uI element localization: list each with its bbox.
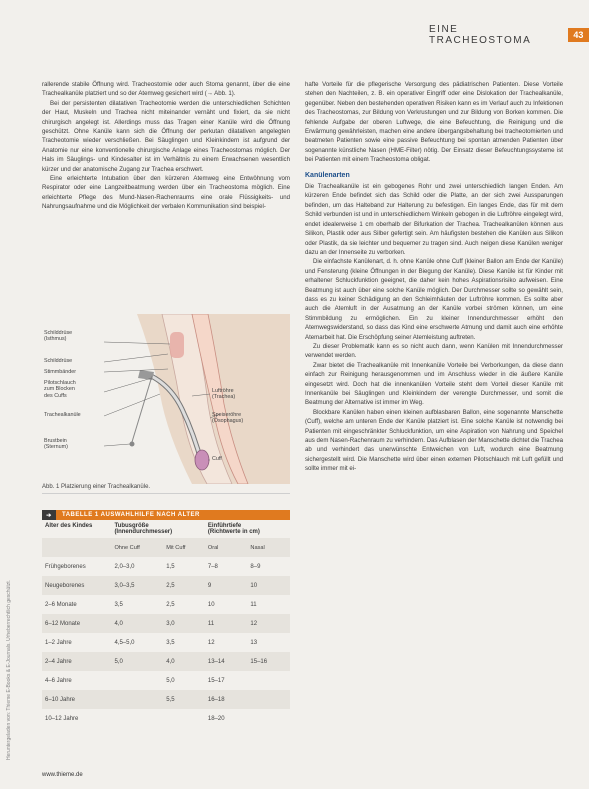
table-row: 6–12 Monate 4,0 3,0 11 12 <box>42 614 290 633</box>
right-paragraph-4: Zu dieser Problematik kann es so nicht auch dann, wenn Kanülen mit Innendurchmesser verwendet werden. <box>305 342 563 360</box>
label-cuff: Cuff <box>212 456 222 462</box>
table-header-row <box>42 520 290 538</box>
label-vocal-cords: Stimmbänder <box>44 369 77 375</box>
table-row: 1–2 Jahre 4,5–5,0 3,5 12 13 <box>45 639 258 646</box>
header-tube-size: Tubusgröße (Innendurchmesser) <box>114 523 173 535</box>
label-pilot-tube: Pilotschlauch zum Blocken des Cuffs <box>44 380 76 399</box>
table-title: TABELLE 1 AUSWAHLHILFE NACH ALTER <box>62 512 200 518</box>
right-paragraph-5: Zwar bietet die Trachealkanüle mit Innenkanüle Vorteile bei Verborkungen, da diese dann einfach zur Reinigung herausgenommen und im Anschluss wieder in die äußere Kanüle eingesetzt wird. Doch hat die innenkanülen Vorteile steht dem Vorteil dieser Kanüle mit Innenkanüle bei Säuglingen und Kleinkindern der verengte Durchmesser, und somit die Beatmung der Alternative ist immer im Weg. <box>305 361 563 407</box>
table-row: 10–12 Jahre 18–20 <box>45 715 225 722</box>
label-trachea: Luftröhre (Trachea) <box>212 388 236 401</box>
subheader-with-cuff: Mit Cuff <box>163 538 205 557</box>
subheader-without-cuff: Ohne Cuff <box>111 538 163 557</box>
subheader-oral: Oral <box>205 538 248 557</box>
running-title: EINE TRACHEOSTOMA <box>429 24 532 46</box>
label-cannula: Trachealkanüle <box>44 412 81 418</box>
age-selection-table <box>42 510 290 728</box>
side-copyright-note: Heruntergeladen von: Thieme E-Books & E-Journals. Urheberrechtlich geschützt. <box>6 580 12 760</box>
table <box>42 520 290 728</box>
table-row: 4–6 Jahre 5,0 15–17 <box>45 677 225 684</box>
page-header <box>429 24 589 46</box>
table-row: Neugeborenes 3,0–3,5 2,5 9 10 <box>42 576 290 595</box>
tracheal-cannula-figure <box>42 314 290 494</box>
page-number: 43 <box>568 28 589 42</box>
left-paragraph-2: Bei der persistenten dilatativen Tracheotomie werden die unterschiedlichen Schichten der Haut, Muskeln und Trachea nicht miteinander vernäht und fixiert, da sie nicht chirurgisch angelegt ist. Allerdings muss das Tragen einer Kanüle wird die Öffnung geschützt. Ohne Kanüle kann sich die Öffnung der perkutan dilatativen angelegten Tracheotomie wieder verschließen. Bei Säuglingen und Kleinkindern ist aufgrund der Anatomie nur eine konventionelle chirurgische Anlage eines Tracheostomas möglich. Der Hals im Säuglings- und Kindesalter ist im Verhältnis zu einem Erwachsenen wesentlich kürzer und der anatomische Zugang zur Trachea erschwert. <box>42 99 290 173</box>
table-row: 2–4 Jahre 5,0 4,0 13–14 15–16 <box>42 652 290 671</box>
table-subheader-row <box>42 538 290 557</box>
table-row: 6–10 Jahre 5,5 16–18 <box>42 690 290 709</box>
table-row: Frühgeborenes 2,0–3,0 1,5 7–8 8–9 <box>45 563 261 570</box>
section-heading-cannula-types: Kanülenarten <box>305 171 350 179</box>
label-thyroid-isthmus: Schilddrüse (Isthmus) <box>44 330 73 343</box>
table-arrow-icon: ➔ <box>42 510 56 520</box>
footer-url[interactable]: www.thieme.de <box>42 772 83 778</box>
subheader-nasal: Nasal <box>247 538 290 557</box>
right-paragraph-1: hafte Vorteile für die pflegerische Versorgung des pädiatrischen Patienten. Diese Vorteile stehen den Nachteilen, z. B. ein operativer Eingriff oder eine Dislokation der Trachealkanüle, gegenüber. Neben den bestehenden operativen Risiken kann es im Verlauf auch zu Infektionen des Tracheostomas, zur Bildung von Verkrustungen und zur Bildung von Borken kommen. Die fehlende Aufgabe der oberen Luftwege, die eine Befeuchtung, die Reinigung und die Erwärmung gewährleisten, machen eine andere übergangsbehaltung bei tracheotomierten und beatmeten Patienten sowie eine passive Befeuchtung bei spontan atmenden Patienten über sogenannte künstliche Nasen (HME-Filter) nötig. Der Einsatz dieser Befeuchtungssysteme ist bei Patienten mit einem Tracheostoma obligat. <box>305 81 563 164</box>
label-sternum: Brustbein (Sternum) <box>44 438 68 451</box>
header-insertion-depth: Einführtiefe (Richtwerte in cm) <box>207 523 260 535</box>
table-row: 2–6 Monate 3,5 2,5 10 11 <box>45 601 257 608</box>
left-paragraph-3: Eine erleichterte Intubation über den kürzeren Atemweg eine Entwöhnung vom Respirator oder eine Langzeitbeatmung werden über ein Tracheostoma möglich. Eine erleichterte Pflege des Mund-Nasen-Rachenraums eine orale Flüssigkeits- und Nahrungsaufnahme und die Möglichkeit der verbalen Kommunikation sind beispiel- <box>42 175 290 211</box>
right-column <box>305 80 563 474</box>
anatomy-illustration <box>42 314 290 484</box>
left-column <box>42 80 290 212</box>
figure-caption: Abb. 1 Platzierung einer Trachealkanüle. <box>42 484 290 494</box>
label-esophagus: Speiseröhre (Ösophagus) <box>212 412 244 425</box>
right-paragraph-3: Die einfachste Kanülenart, d. h. ohne Kanüle ohne Cuff (kleiner Ballon am Ende der Kanüle) und Fensterung (kleine Öffnungen in der Biegung der Kanüle). Diese Kanüle ist für Kinder mit erhaltener Schluckfunktion geeignet, die daher kein hohes Aspirationsrisiko aufweisen. Eine Beatmung ist auch über eine solche Kanüle möglich. Der Durchmesser sollte so gewählt sein, dass es zu keiner Schädigung an den Schleimhäuten der Luftröhre kommen. Es sollte aber auch die Atemluft in der Ausatmung an der Kanüle vorbei strömen können, um eine Stimmbildung zu ermöglichen. Ein zu kleiner Innendurchmesser erhöht den Atemwegswiderstand, so dass das Kind eine erschwerte Atmung und damit auch eine erhöhte Atemarbeit hat. Die Erschöpfung seiner Atemleistung auftreten. <box>305 258 563 341</box>
label-thyroid: Schilddrüse <box>44 358 73 364</box>
header-age: Alter des Kindes <box>45 523 93 529</box>
right-paragraph-6: Blockbare Kanülen haben einen kleinen aufblasbaren Ballon, eine sogenannte Manschette (Cuff), welche am unteren Ende der Kanüle platziert ist. Eine solche Kanüle ist notwendig bei Patienten mit eingeschränkter Schluckfunktion, um eine Aspiration von Nahrung und Speichel aus dem Nasen-Rachenraum zu verhindern. Das Aufblasen der Manschette dichtet die Trachea ab und verhindert das unerwünschte Entweichen von Luft, wodurch eine Beatmung sichergestellt wird. Die Manschette wird über einen externen Pilotschlauch mit Luft gefüllt und sollte immer mit ei- <box>305 408 563 473</box>
left-paragraph-1: rallerende stabile Öffnung wird. Tracheostomie oder auch Stoma genannt, über die eine Trachealkanüle platziert und so der Atemweg gesichert wird (→ Abb. 1). <box>42 81 290 98</box>
right-paragraph-2: Die Trachealkanüle ist ein gebogenes Rohr und zwei unterschiedlich langen Enden. Am kürzeren Ende befindet sich das Schild oder die Platte, an der sich zwei Aussparungen befinden, um das Halteband zur Halterung zu befestigen. Ein langes Ende, das für mit dem Schild verbunden ist und in unterschiedlichem Winkeln gebogen in die Luftröhre eingelegt wird, endet idealerweise 1 cm oberhalb der Bifurkation der Trachea. Trachealkanülen können aus Silikon, Plastik oder aus Silber gefertigt sein. Am häufigsten bestehen die Kanülen aus Silikon oder Plastik, da sie leichter und bequemer zu tragen sind. Auch neigen diese Kanülen weniger dazu an der Innenseite zu verborken. <box>305 183 563 256</box>
table-title-bar <box>42 510 290 520</box>
